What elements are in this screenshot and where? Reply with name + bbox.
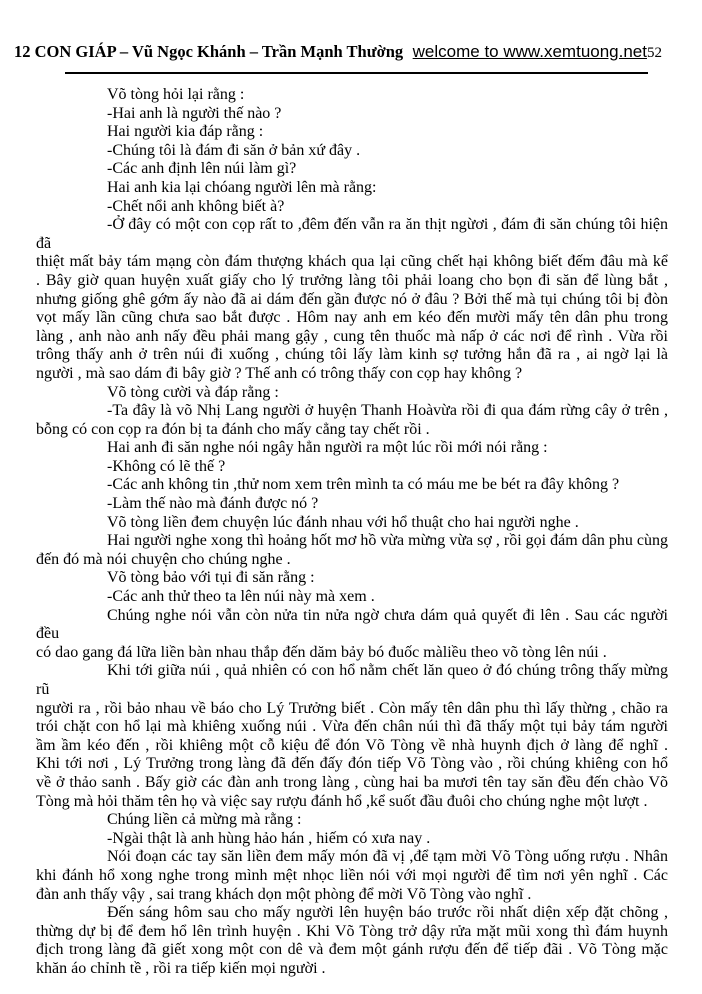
text-line: Võ tòng bảo với tụi đi săn rằng : xyxy=(107,569,315,587)
page-header xyxy=(14,42,662,62)
text-line: Võ tòng hỏi lại rằng : xyxy=(107,86,245,103)
text-line: bỗng có con cọp ra đón bị ta đánh cho mấy cẳng tay chết rồi . xyxy=(36,420,430,438)
text-line: -Ở đây có một con cọp rất to ,đêm đến vẫn ra ăn thịt ngừơi , đám đi săn chúng tôi hiện đã xyxy=(36,216,668,252)
text-line: -Các anh định lên núi làm gì? xyxy=(107,160,297,178)
text-line: khi đánh hổ xong nghe trong mình mệt nhọc liền nói với mọi người để tìm nơi yên nghĩ . Các xyxy=(36,866,668,884)
header-right-group xyxy=(413,42,662,62)
text-line: làng , anh nào anh nấy đều phải mang gậy , cung tên thuốc mà nấp ở các nơi để rình . Vừa rồi xyxy=(36,327,668,345)
text-line: đàn anh thấy vậy , sai trang khách dọn một phòng để mời Võ Tòng vào nghĩ . xyxy=(36,885,532,903)
text-line: Chúng liền cả mừng mà rằng : xyxy=(107,811,302,829)
text-line: ầm ầm kéo đến , rồi khiêng một cỗ kiệu để đón Võ Tòng về nhà huynh địch ở làng để nghĩ . xyxy=(36,736,668,754)
text-line: Võ tòng liền đem chuyện lúc đánh nhau với hổ thuật cho hai người nghe . xyxy=(107,513,579,531)
text-line: về ở thảo sanh . Bấy giờ các đàn anh trong làng , cùng hai ba mươi tên tay săn đều đến chào Võ xyxy=(36,773,668,791)
site-link[interactable]: welcome to www.xemtuong.net xyxy=(412,42,647,61)
text-line: . Bây giờ quan huyện xuất giấy cho lý trưởng làng tôi phải loang cho bọn đi săn để lùng bắt , xyxy=(36,271,668,289)
text-line: Hai anh kia lại chóang người lên mà rằng: xyxy=(107,178,377,196)
page-number: 52 xyxy=(647,45,662,61)
text-line: địch trong làng đã giết xong một con dê và đem một gánh rượu đến để tiếp đãi . Võ Tòng mặc xyxy=(36,941,668,959)
text-line: Chúng nghe nói vẫn còn nửa tin nửa ngờ chưa dám quả quyết đi lên . Sau các người đều xyxy=(36,606,668,643)
text-line: Hai anh đi săn nghe nói ngây hẳn người ra một lúc rồi mới nói rằng : xyxy=(107,439,548,457)
text-line: vọt mấy lần cũng chưa sao bắt được . Hôm nay anh em kéo đến mười mấy tên dân phu trong xyxy=(36,309,668,327)
text-line: Hai người nghe xong thì hoảng hốt mơ hồ vừa mừng vừa sợ , rồi gọi đám dân phu cùng xyxy=(107,532,668,550)
text-line: thừng dự bị để đem hổ lên trình huyện . Khi Võ Tòng trở dậy rửa mặt mũi xong thì đám huynh xyxy=(36,922,668,940)
text-line: -Không có lẽ thế ? xyxy=(107,457,226,475)
text-line: khăn áo chỉnh tề , rồi ra tiếp kiến mọi người . xyxy=(36,959,326,977)
text-line: Hai người kia đáp rằng : xyxy=(107,123,264,141)
text-line: trói chặt con hổ lại mà khiêng xuống núi . Vừa đến chân núi thì đã thấy một tụi bảy tám người xyxy=(36,718,668,736)
text-line: -Hai anh là người thế nào ? xyxy=(107,104,282,122)
header-divider xyxy=(65,72,648,74)
text-line: có dao gang đá lữa liền bàn nhau thắp đến dăm bảy bó đuốc màliều theo võ tòng lên núi . xyxy=(36,643,607,661)
text-line: -Các anh không tin ,thử nom xem trên mình ta có máu me be bét ra đây không ? xyxy=(107,476,620,494)
text-line: trông thấy anh ở trên núi đi xuống , chúng tôi lấy làm kinh sợ tưởng hắn đã ra , ai ngờ lại là xyxy=(36,346,668,364)
book-title: 12 CON GIÁP – Vũ Ngọc Khánh – Trần Mạnh Thường xyxy=(14,42,404,61)
text-line: Nói đoạn các tay săn liền đem mấy món đã vị ,để tạm mời Võ Tòng uống rượu . Nhân xyxy=(107,848,668,866)
document-body xyxy=(36,86,668,979)
text-line: -Ngài thật là anh hùng hảo hán , hiếm có xưa nay . xyxy=(107,829,431,847)
text-line: Tòng mà hỏi thăm tên họ và việc say rượu đánh hổ ,kể suốt đầu đuôi cho chúng nghe một lượt . xyxy=(36,792,648,810)
text-line: Khi tới nơi , Lý Trưởng trong làng đã đến đấy đón tiếp Võ Tòng vào , rồi chúng khiêng con hổ xyxy=(36,755,668,773)
text-line: -Ta đây là võ Nhị Lang người ở huyện Thanh Hoàvừa rồi đi qua đám rừng cây ở trên , xyxy=(107,402,668,420)
text-line: Khi tới giữa núi , quả nhiên có con hổ nằm chết lăn queo ở đó chúng trông thấy mừng rũ xyxy=(36,662,668,698)
text-line: nhưng giống ghê gớm ấy nào đã ai dám đến gần được nó ở đâu ? Bởi thế mà tụi chúng tôi bị đòn xyxy=(36,290,668,308)
text-line: đến đó mà nói chuyện cho chúng nghe . xyxy=(36,550,291,568)
text-line: -Chúng tôi là đám đi săn ở bản xứ đây . xyxy=(107,141,361,159)
text-line: người ra , rồi bảo nhau về báo cho Lý Trưởng biết . Còn mấy tên dân phu thì lấy thừng , chão ra xyxy=(36,699,668,717)
text-line: -Làm thế nào mà đánh được nó ? xyxy=(107,495,319,513)
text-line: Đến sáng hôm sau cho mấy người lên huyện báo trước rồi nhất diện xếp đặt chõng , xyxy=(107,904,668,922)
text-line: -Các anh thử theo ta lên núi này mà xem . xyxy=(107,588,375,606)
text-line: Võ tòng cười và đáp rằng : xyxy=(107,383,279,401)
text-line: -Chết nổi anh không biết à? xyxy=(107,197,285,215)
text-line: người , mà sao dám đi bây giờ ? Thế anh có trông thấy con cọp hay không ? xyxy=(36,364,523,382)
text-line: thiệt mất bảy tám mạng còn đám thượng khách qua lại cũng chết hại không biết đếm đâu mà kể xyxy=(36,253,668,271)
